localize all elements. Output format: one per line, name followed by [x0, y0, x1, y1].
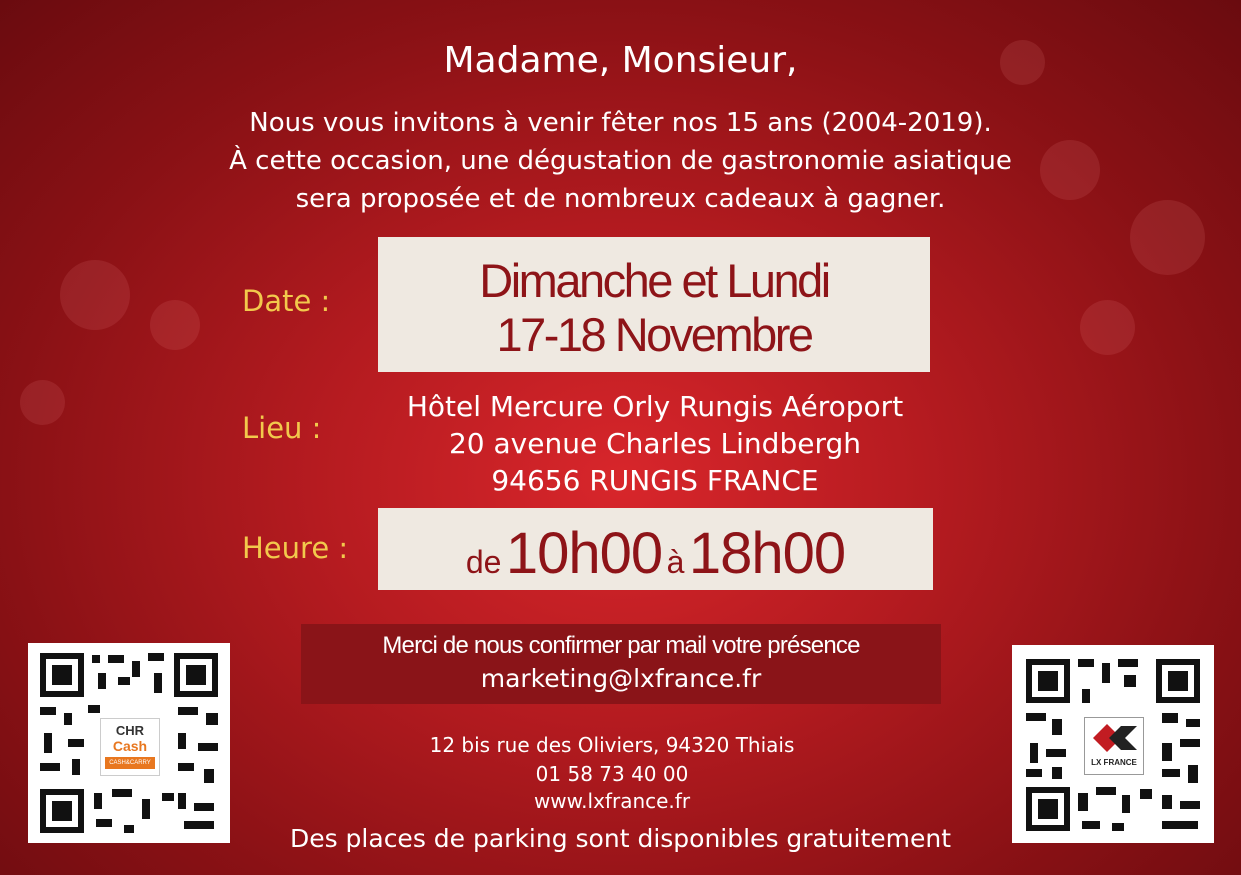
qr-code-chr-cash [28, 643, 230, 843]
confirm-text: Merci de nous confirmer par mail votre présence [382, 632, 860, 659]
parking-note: Des places de parking sont disponibles gratuitement [289, 824, 952, 853]
venue-address [370, 388, 940, 499]
greeting: Madame, Monsieur, [443, 40, 798, 81]
time-start: 10h00 [505, 521, 663, 586]
time-a: à [666, 544, 685, 580]
time-end: 18h00 [688, 521, 846, 586]
contact-phone: 01 58 73 40 00 [535, 762, 689, 786]
date-box [378, 237, 930, 372]
time-box [378, 508, 933, 590]
date-label: Date : [242, 284, 331, 318]
confirm-banner [301, 624, 941, 704]
intro-line: Nous vous invitons à venir fêter nos 15 ans (2004-2019). [249, 108, 992, 138]
bokeh-decoration [150, 300, 200, 350]
intro-line: sera proposée et de nombreux cadeaux à gagner. [295, 184, 946, 214]
date-line-days: Dimanche et Lundi [479, 254, 829, 307]
date-line-dates: 17-18 Novembre [496, 308, 812, 361]
chr-cash-logo [100, 718, 160, 776]
confirm-email[interactable]: marketing@lxfrance.fr [480, 664, 762, 693]
bokeh-decoration [20, 380, 65, 425]
venue-line: 20 avenue Charles Lindbergh [448, 427, 861, 460]
contact-address: 12 bis rue des Oliviers, 94320 Thiais [429, 733, 795, 757]
contact-website[interactable]: www.lxfrance.fr [533, 789, 691, 813]
venue-line: 94656 RUNGIS FRANCE [491, 464, 819, 497]
logo-text: CHR [115, 723, 145, 738]
qr-code-lx-france [1012, 645, 1214, 843]
lx-france-logo [1084, 717, 1144, 775]
bokeh-decoration [1080, 300, 1135, 355]
intro-line: À cette occasion, une dégustation de gastronomie asiatique [229, 146, 1012, 176]
bokeh-decoration [60, 260, 130, 330]
lieu-label: Lieu : [242, 411, 322, 445]
intro-text [0, 104, 1241, 218]
time-de: de [465, 544, 502, 580]
logo-text: Cash [112, 738, 148, 754]
logo-text: CASH&CARRY [105, 757, 155, 769]
logo-text: LX FRANCE [1091, 758, 1137, 767]
time-range [378, 520, 933, 587]
lx-logo-mark [1085, 720, 1143, 756]
heure-label: Heure : [242, 531, 349, 565]
venue-line: Hôtel Mercure Orly Rungis Aéroport [406, 390, 904, 423]
